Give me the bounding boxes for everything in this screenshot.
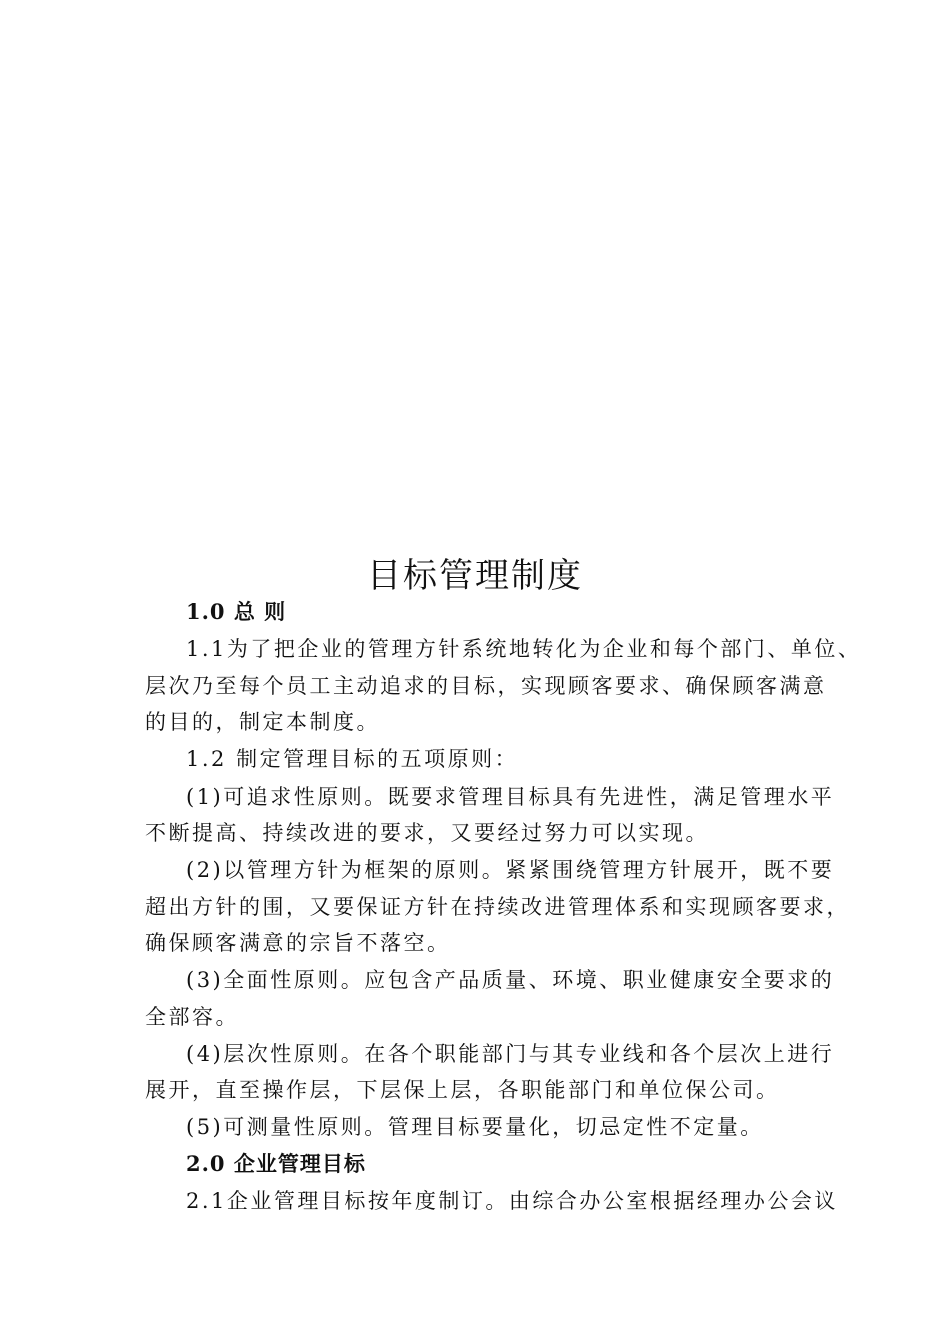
paragraph-line: (1)可追求性原则。既要求管理目标具有先进性，满足管理水平 bbox=[186, 785, 835, 809]
paragraph-line: 全部容。 bbox=[145, 1005, 239, 1029]
paragraph-line: 确保顾客满意的宗旨不落空。 bbox=[145, 931, 451, 955]
paragraph-line: (4)层次性原则。在各个职能部门与其专业线和各个层次上进行 bbox=[186, 1042, 835, 1066]
paragraph-line: 展开，直至操作层，下层保上层，各职能部门和单位保公司。 bbox=[145, 1078, 780, 1102]
paragraph-line: (3)全面性原则。应包含产品质量、环境、职业健康安全要求的 bbox=[186, 968, 835, 992]
section-heading-goals: 2.0 企业管理目标 bbox=[186, 1151, 366, 1176]
paragraph-line: 超出方针的围，又要保证方针在持续改进管理体系和实现顾客要求， bbox=[145, 895, 850, 919]
paragraph-line: 1.2 制定管理目标的五项原则： bbox=[186, 747, 519, 771]
paragraph-line: (2)以管理方针为框架的原则。紧紧围绕管理方针展开，既不要 bbox=[186, 858, 835, 882]
paragraph-line: 的目的，制定本制度。 bbox=[145, 710, 380, 734]
section-heading-general: 1.0 总 则 bbox=[186, 599, 287, 624]
document-title: 目标管理制度 bbox=[367, 556, 583, 596]
paragraph-line: 2.1企业管理目标按年度制订。由综合办公室根据经理办公会议 bbox=[186, 1189, 838, 1213]
paragraph-line: 不断提高、持续改进的要求，又要经过努力可以实现。 bbox=[145, 821, 709, 845]
paragraph-line: 层次乃至每个员工主动追求的目标，实现顾客要求、确保顾客满意 bbox=[145, 674, 827, 698]
paragraph-line: 1.1为了把企业的管理方针系统地转化为企业和每个部门、单位、 bbox=[186, 637, 862, 661]
paragraph-line: (5)可测量性原则。管理目标要量化，切忌定性不定量。 bbox=[186, 1115, 764, 1139]
